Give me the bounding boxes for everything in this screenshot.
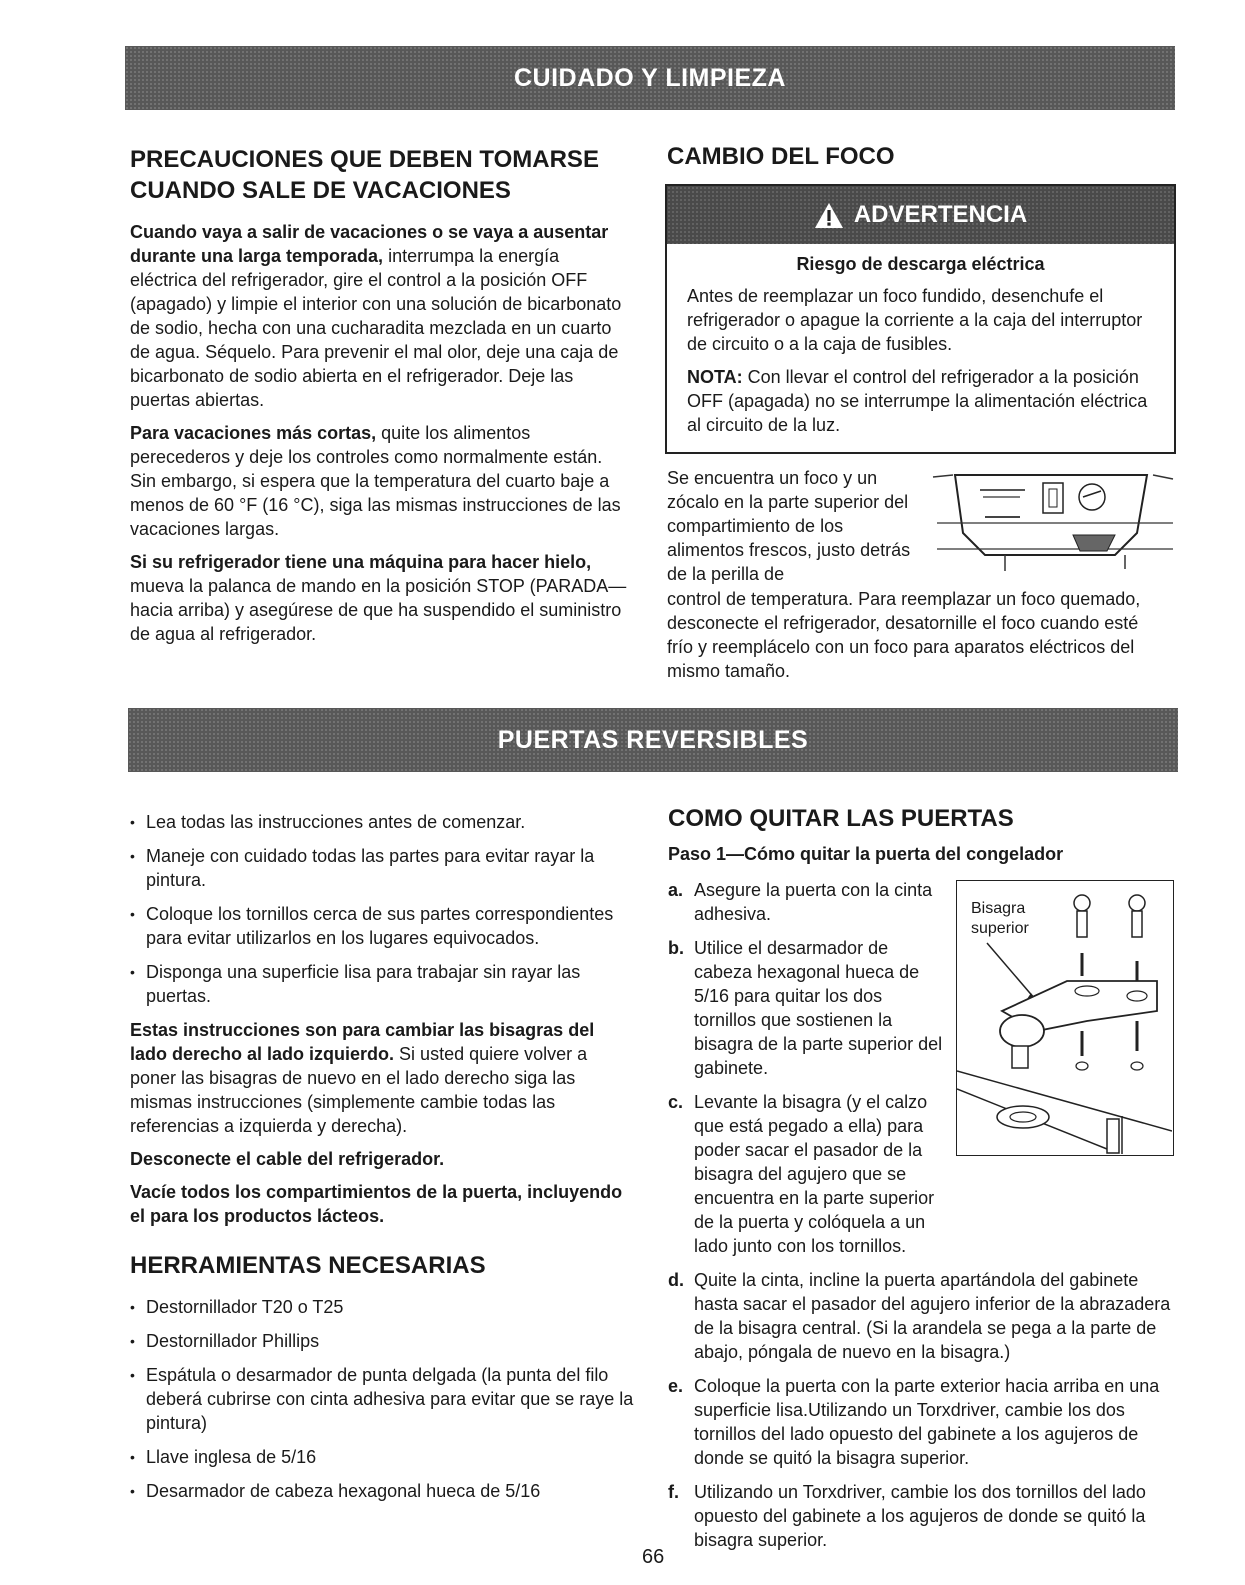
banner-title: PUERTAS REVERSIBLES <box>497 725 809 754</box>
paragraph-text: Se encuentra un foco y un zócalo en la parte superior del compartimiento de los alimentos frescos, justo detrás de la perilla de <box>667 468 911 584</box>
list-item: • Llave inglesa de 5/16 <box>130 1445 635 1469</box>
light-socket-illustration <box>925 465 1175 583</box>
list-item: • Lea todas las instrucciones antes de comenzar. <box>130 810 635 834</box>
warning-header <box>667 186 1174 244</box>
foco-text-short <box>667 466 917 586</box>
list-item <box>668 1268 1180 1364</box>
step-text: Coloque la puerta con la parte exterior hacia arriba en una superficie lisa.Utilizando un Torxdriver, cambie los dos tornillos del lado opuesto del gabinete a los agujeros de donde se quitó la bisagra superior. <box>694 1376 1160 1468</box>
paragraph-text: quite los alimentos perecederos y deje los controles como normalmente están. Sin embargo, si espera que la temperatura del cuarto baje a menos de 60 °F (16 °C), siga las mismas instrucciones de las vacaciones largas. <box>130 423 621 539</box>
bold-lead: Cuando vaya a salir de vacaciones o se vaya a ausentar durante una larga temporada, <box>130 222 609 266</box>
list-item <box>668 936 948 1080</box>
warning-body <box>667 244 1174 437</box>
list-item: • Destornillador T20 o T25 <box>130 1295 635 1319</box>
section-title-foco: CAMBIO DEL FOCO <box>667 143 895 170</box>
tools-list <box>130 1295 635 1503</box>
bold-lead: Si su refrigerador tiene una máquina para hacer hielo, <box>130 552 592 572</box>
section-reversibles <box>130 810 635 1513</box>
banner-cuidado <box>125 46 1175 110</box>
bold-lead: Para vacaciones más cortas, <box>130 423 377 443</box>
hinge-figure <box>956 880 1174 1156</box>
paragraph-text: mueva la palanca de mando en la posición STOP (PARADA—hacia arriba) y asegúrese de que ha suspendido el suministro de agua al refrigerador. <box>130 576 627 644</box>
warning-text: Antes de reemplazar un foco fundido, desenchufe el refrigerador o apague la corriente a la caja del interruptor de circuito o a la caja de fusibles. <box>687 286 1143 354</box>
list-item <box>668 878 948 926</box>
step-title: Paso 1—Cómo quitar la puerta del congelador <box>668 844 1064 864</box>
step-letter: e. <box>668 1376 684 1396</box>
list-item: • Espátula o desarmador de punta delgada (la punta del filo deberá cubrirse con cinta adhesiva para evitar que se raye la pintura) <box>130 1363 635 1435</box>
warning-subtitle: Riesgo de descarga eléctrica <box>796 254 1045 274</box>
section-title-quitar: COMO QUITAR LAS PUERTAS <box>668 805 1014 832</box>
paragraph-bold: Vacíe todos los compartimientos de la puerta, incluyendo el para los productos lácteos. <box>130 1182 623 1226</box>
hinge-illustration <box>957 881 1172 1154</box>
steps-list <box>668 1090 1180 1552</box>
list-item <box>668 1374 1180 1470</box>
page-number: 66 <box>642 1546 665 1568</box>
list-item: • Destornillador Phillips <box>130 1329 635 1353</box>
paragraph-bold: Desconecte el cable del refrigerador. <box>130 1149 445 1169</box>
step-text: Quite la cinta, incline la puerta apartándola del gabinete hasta sacar el pasador del agujero inferior de la abrazadera de la bisagra central. (Si la arandela se pega a la parte de abajo, póngala de nuevo en la bisagra.) <box>694 1270 1171 1362</box>
step-text: Levante la bisagra (y el calzo que está pegado a ella) para poder sacar el pasador de la bisagra del agujero que se encuentra en la parte superior de la puerta y colóquela a un lado junto con los tornillos. <box>694 1092 935 1256</box>
nota-text: Con llevar el control del refrigerador a la posición OFF (apagada) no se interrumpe la alimentación eléctrica al circuito de la luz. <box>687 367 1148 435</box>
steps-narrow <box>668 878 948 1090</box>
step-text: Utilice el desarmador de cabeza hexagonal hueca de 5/16 para quitar los dos tornillos que sostienen la bisagra de la parte superior del gabinete. <box>694 938 943 1078</box>
step-text: Asegure la puerta con la cinta adhesiva. <box>694 880 933 924</box>
list-item: • Desarmador de cabeza hexagonal hueca de 5/16 <box>130 1479 635 1503</box>
nota-label: NOTA: <box>687 367 743 387</box>
bold-lead: Estas instrucciones son para cambiar las bisagras del lado derecho al lado izquierdo. <box>130 1020 595 1064</box>
figure-label: Bisagra superior <box>971 900 1029 937</box>
bullet-list <box>130 810 635 1008</box>
steps-list <box>668 878 948 1080</box>
warning-triangle-icon <box>814 202 844 229</box>
step-letter: c. <box>668 1092 684 1112</box>
banner-puertas <box>128 708 1178 772</box>
paragraph-text: Si usted quiere volver a poner las bisagras de nuevo en el lado derecho siga las mismas instrucciones (simplemente cambie todas las referencias a izquierda y derecha). <box>130 1044 588 1136</box>
section-title-herramientas: HERRAMIENTAS NECESARIAS <box>130 1252 486 1279</box>
list-item: • Maneje con cuidado todas las partes para evitar rayar la pintura. <box>130 844 635 892</box>
warning-box <box>665 184 1176 454</box>
step-letter: d. <box>668 1270 684 1290</box>
section-title: PRECAUCIONES QUE DEBEN TOMARSE CUANDO SALE DE VACACIONES <box>130 146 599 204</box>
foco-text-full <box>667 587 1167 683</box>
step-letter: f. <box>668 1482 679 1502</box>
step-text: Utilizando un Torxdriver, cambie los dos tornillos del lado opuesto del gabinete a los agujeros de donde se quitó la bisagra superior. <box>694 1482 1146 1550</box>
step-letter: b. <box>668 938 684 958</box>
paragraph-text: interrumpa la energía eléctrica del refrigerador, gire el control a la posición OFF (apagado) y limpie el interior con una solución de bicarbonato de sodio, hecha con una cucharadita mezclada en un cuarto de agua. Séquelo. Para prevenir el mal olor, deje una caja de bicarbonato de sodio abierta en el refrigerador. Deje las puertas abiertas. <box>130 246 622 410</box>
nota <box>687 365 1154 437</box>
list-item <box>668 1480 1180 1552</box>
list-item: • Coloque los tornillos cerca de sus partes correspondientes para evitar utilizarlos en los lugares equivocados. <box>130 902 635 950</box>
paragraph <box>130 421 630 541</box>
warning-title: ADVERTENCIA <box>853 201 1028 228</box>
paragraph <box>130 220 630 412</box>
step-letter: a. <box>668 880 684 900</box>
banner-title: CUIDADO Y LIMPIEZA <box>514 63 786 92</box>
list-item: • Disponga una superficie lisa para trabajar sin rayar las puertas. <box>130 960 635 1008</box>
steps-wide <box>668 1090 1180 1562</box>
paragraph <box>130 550 630 646</box>
paragraph-text: control de temperatura. Para reemplazar un foco quemado, desconecte el refrigerador, desatornille el foco cuando esté frío y reemplácelo con un foco para aparatos eléctricos del mismo tamaño. <box>667 589 1141 681</box>
paragraph <box>130 1018 635 1138</box>
section-vacaciones <box>130 144 630 655</box>
